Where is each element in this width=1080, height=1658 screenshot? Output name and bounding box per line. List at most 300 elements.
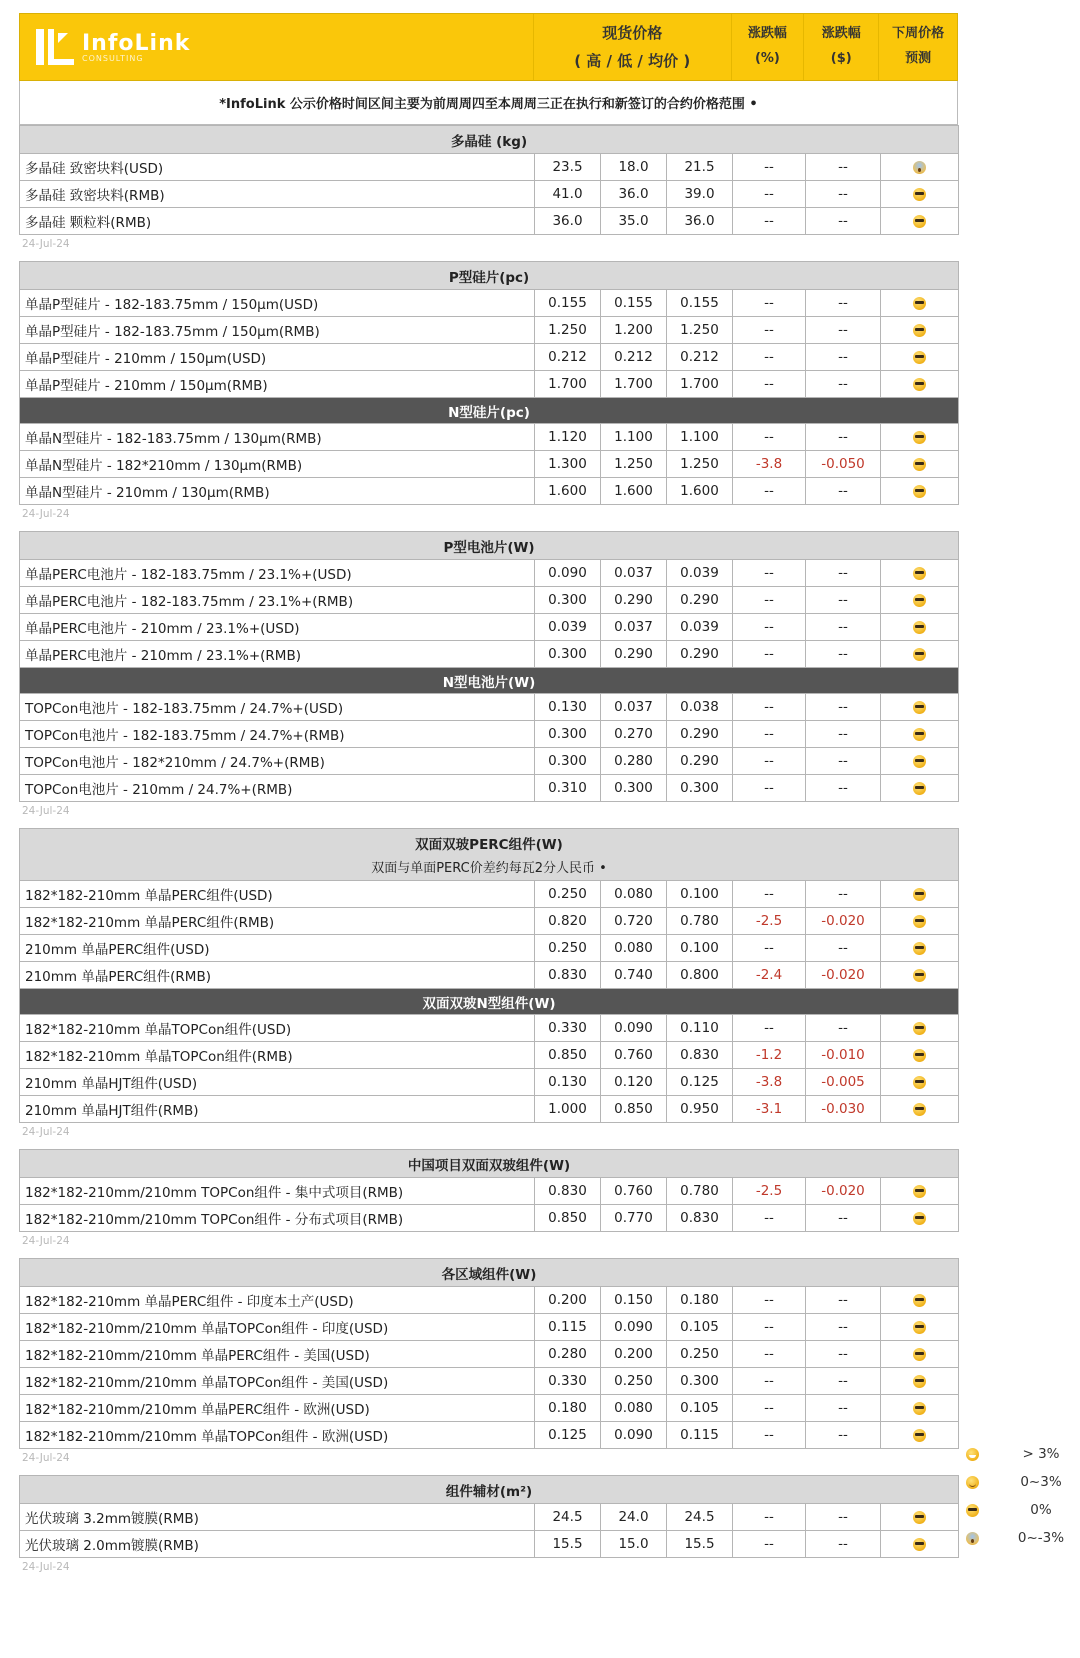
change-pct: -- [733,935,806,962]
price-low: 1.600 [601,478,667,505]
price-low: 0.770 [601,1205,667,1232]
table-row [20,560,959,587]
change-usd: -- [806,1531,881,1558]
section-title: 双面双玻PERC组件(W) [415,837,563,853]
change-usd: -- [806,881,881,908]
pricing-note: *InfoLink 公示价格时间区间主要为前周周四至本周周三正在执行和新签订的合约价格范围 • [19,81,958,125]
change-pct: -- [733,181,806,208]
cool-emoji-icon [913,378,926,391]
section-header [20,1476,959,1504]
change-usd: -0.050 [806,451,881,478]
price-low: 0.760 [601,1042,667,1069]
table-row [20,1341,959,1368]
price-avg: 0.039 [667,560,733,587]
product-name: 单晶PERC电池片 - 182-183.75mm / 23.1%+(USD) [20,560,535,587]
forecast-cell [881,1314,959,1341]
change-pct: -- [733,1314,806,1341]
date-stamp: 24-Jul-24 [22,238,70,250]
cool-emoji-icon [913,969,926,982]
product-name: TOPCon电池片 - 182-183.75mm / 24.7%+(USD) [20,694,535,721]
section-title: 多晶硅 (kg) [450,133,528,150]
forecast-cell [881,1368,959,1395]
price-low: 0.150 [601,1287,667,1314]
table-row [20,208,959,235]
price-high: 0.039 [535,614,601,641]
cool-emoji-icon [913,888,926,901]
change-pct: -- [733,560,806,587]
price-avg: 0.212 [667,344,733,371]
forecast-cell [881,1287,959,1314]
price-table [19,531,959,802]
price-low: 1.250 [601,451,667,478]
product-name: 182*182-210mm/210mm 单晶TOPCon组件 - 美国(USD) [20,1368,535,1395]
table-row [20,424,959,451]
price-avg: 0.800 [667,962,733,989]
cool-emoji-icon [913,431,926,444]
price-high: 0.115 [535,1314,601,1341]
forecast-cell [881,560,959,587]
price-avg: 0.110 [667,1015,733,1042]
price-table [19,828,959,1123]
price-high: 0.280 [535,1341,601,1368]
section-header [20,262,959,290]
product-name: 单晶PERC电池片 - 210mm / 23.1%+(USD) [20,614,535,641]
change-pct: -- [733,317,806,344]
cool-emoji-icon [913,1538,926,1551]
forecast-cell [881,181,959,208]
change-pct: -- [733,1395,806,1422]
price-low: 1.700 [601,371,667,398]
forecast-cell [881,1178,959,1205]
price-avg: 0.290 [667,748,733,775]
section-title: N型电池片(W) [442,674,536,691]
change-pct: -- [733,694,806,721]
change-pct: -- [733,775,806,802]
change-usd: -- [806,587,881,614]
cool-emoji-icon [913,1375,926,1388]
price-low: 0.290 [601,641,667,668]
cool-emoji-icon [913,1402,926,1415]
price-low: 0.080 [601,1395,667,1422]
table-row [20,721,959,748]
change-pct: -- [733,371,806,398]
price-high: 1.120 [535,424,601,451]
cool-emoji-icon [913,1321,926,1334]
price-high: 0.300 [535,587,601,614]
price-avg: 0.830 [667,1042,733,1069]
price-avg: 0.100 [667,935,733,962]
price-low: 0.280 [601,748,667,775]
product-name: 单晶P型硅片 - 210mm / 150µm(RMB) [20,371,535,398]
product-name: 单晶PERC电池片 - 182-183.75mm / 23.1%+(RMB) [20,587,535,614]
price-high: 0.850 [535,1205,601,1232]
price-table [19,1258,959,1449]
product-name: TOPCon电池片 - 210mm / 24.7%+(RMB) [20,775,535,802]
price-low: 18.0 [601,154,667,181]
change-usd: -- [806,1015,881,1042]
cool-emoji-icon [913,485,926,498]
table-row [20,1368,959,1395]
cool-emoji-icon [913,1294,926,1307]
change-usd: -0.005 [806,1069,881,1096]
forecast-cell [881,881,959,908]
change-usd: -- [806,1422,881,1449]
price-low: 0.037 [601,560,667,587]
table-header [19,13,958,81]
price-low: 0.720 [601,908,667,935]
price-low: 0.270 [601,721,667,748]
change-pct: -- [733,1368,806,1395]
table-row [20,181,959,208]
change-usd: -0.020 [806,962,881,989]
price-high: 0.212 [535,344,601,371]
section-title: P型硅片(pc) [448,269,530,286]
section-title: N型硅片(pc) [448,404,530,421]
product-name: 182*182-210mm/210mm 单晶PERC组件 - 美国(USD) [20,1341,535,1368]
product-name: TOPCon电池片 - 182*210mm / 24.7%+(RMB) [20,748,535,775]
price-avg: 1.100 [667,424,733,451]
forecast-legend [962,1440,1072,1552]
price-low: 0.212 [601,344,667,371]
product-name: 单晶P型硅片 - 182-183.75mm / 150µm(RMB) [20,317,535,344]
forecast-cell [881,1341,959,1368]
table-row [20,1395,959,1422]
price-low: 0.080 [601,935,667,962]
price-high: 1.300 [535,451,601,478]
product-name: 单晶P型硅片 - 182-183.75mm / 150µm(USD) [20,290,535,317]
product-name: 单晶PERC电池片 - 210mm / 23.1%+(RMB) [20,641,535,668]
table-row [20,1178,959,1205]
price-avg: 36.0 [667,208,733,235]
price-high: 0.155 [535,290,601,317]
cool-emoji-icon [913,1103,926,1116]
section-subtitle: 双面与单面PERC价差约每瓦2分人民币 • [371,861,607,876]
forecast-cell [881,208,959,235]
smile-emoji-icon [966,1476,979,1489]
product-name: 182*182-210mm 单晶TOPCon组件(USD) [20,1015,535,1042]
change-usd: -- [806,935,881,962]
price-low: 0.090 [601,1422,667,1449]
header-spot-price-sub: ( 高 / 低 / 均价 ) [574,52,691,70]
cool-emoji-icon [913,1185,926,1198]
date-stamp: 24-Jul-24 [22,1126,70,1138]
header-change-usd-title: 涨跌幅 [821,26,861,42]
change-usd: -- [806,721,881,748]
change-usd: -- [806,775,881,802]
price-low: 35.0 [601,208,667,235]
table-row [20,1422,959,1449]
cool-emoji-icon [913,621,926,634]
change-usd: -- [806,371,881,398]
cool-emoji-icon [913,567,926,580]
price-avg: 0.125 [667,1069,733,1096]
price-avg: 1.250 [667,451,733,478]
table-row [20,478,959,505]
cool-emoji-icon [913,324,926,337]
price-avg: 0.100 [667,881,733,908]
legend-label: > 3% [1022,1446,1060,1462]
legend-item [962,1468,1072,1496]
change-pct: -- [733,881,806,908]
change-pct: -- [733,424,806,451]
change-pct: -- [733,208,806,235]
product-name: 182*182-210mm/210mm 单晶PERC组件 - 欧洲(USD) [20,1395,535,1422]
cool-emoji-icon [913,648,926,661]
header-forecast [879,14,957,80]
forecast-cell [881,478,959,505]
product-name: 多晶硅 颗粒料(RMB) [20,208,535,235]
price-high: 0.180 [535,1395,601,1422]
header-forecast-sub: 预测 [905,51,932,66]
price-table [19,1475,959,1558]
legend-item [962,1496,1072,1524]
change-pct: -- [733,290,806,317]
change-pct: -- [733,1531,806,1558]
change-usd: -- [806,641,881,668]
cool-emoji-icon [913,215,926,228]
date-stamp: 24-Jul-24 [22,1561,70,1573]
price-avg: 0.105 [667,1395,733,1422]
forecast-cell [881,1015,959,1042]
price-avg: 15.5 [667,1531,733,1558]
product-name: 光伏玻璃 3.2mm镀膜(RMB) [20,1504,535,1531]
table-row [20,908,959,935]
table-row [20,1015,959,1042]
forecast-cell [881,371,959,398]
table-row [20,881,959,908]
infolink-logo-icon [36,29,76,65]
forecast-cell [881,1096,959,1123]
price-avg: 0.180 [667,1287,733,1314]
change-pct: -- [733,587,806,614]
cool-emoji-icon [913,728,926,741]
price-avg: 0.155 [667,290,733,317]
price-avg: 0.780 [667,1178,733,1205]
logo-name: InfoLink [82,31,191,56]
product-name: 210mm 单晶HJT组件(RMB) [20,1096,535,1123]
forecast-cell [881,721,959,748]
forecast-cell [881,451,959,478]
table-row [20,1504,959,1531]
change-pct: -- [733,614,806,641]
table-row [20,587,959,614]
forecast-cell [881,908,959,935]
price-table [19,261,959,505]
table-row [20,962,959,989]
change-pct: -- [733,1287,806,1314]
change-pct: -1.2 [733,1042,806,1069]
forecast-cell [881,1069,959,1096]
table-row [20,1287,959,1314]
section-title: 各区域组件(W) [441,1266,537,1283]
product-name: 182*182-210mm 单晶TOPCon组件(RMB) [20,1042,535,1069]
price-avg: 0.300 [667,775,733,802]
change-pct: -- [733,154,806,181]
price-low: 0.200 [601,1341,667,1368]
price-high: 1.700 [535,371,601,398]
cool-emoji-icon [913,1076,926,1089]
section-title: 中国项目双面双玻组件(W) [407,1157,571,1174]
change-usd: -- [806,1314,881,1341]
section-header [20,398,959,424]
section-title: 组件辅材(m²) [445,1483,533,1500]
price-avg: 24.5 [667,1504,733,1531]
change-pct: -- [733,478,806,505]
change-usd: -- [806,1504,881,1531]
table-row [20,1314,959,1341]
section-header [20,126,959,154]
date-stamp: 24-Jul-24 [22,508,70,520]
change-usd: -- [806,290,881,317]
price-low: 0.037 [601,694,667,721]
cool-emoji-icon [913,915,926,928]
change-usd: -- [806,478,881,505]
change-pct: -- [733,748,806,775]
price-avg: 0.290 [667,641,733,668]
cool-emoji-icon [913,297,926,310]
change-pct: -- [733,1504,806,1531]
product-name: 182*182-210mm/210mm TOPCon组件 - 分布式项目(RMB) [20,1205,535,1232]
price-high: 0.090 [535,560,601,587]
price-high: 0.820 [535,908,601,935]
price-high: 0.250 [535,881,601,908]
price-high: 1.250 [535,317,601,344]
logo [20,14,534,80]
product-name: 210mm 单晶PERC组件(RMB) [20,962,535,989]
product-name: 210mm 单晶PERC组件(USD) [20,935,535,962]
price-table [19,1149,959,1232]
table-row [20,317,959,344]
price-high: 23.5 [535,154,601,181]
price-low: 0.300 [601,775,667,802]
product-name: 单晶P型硅片 - 210mm / 150µm(USD) [20,344,535,371]
table-row [20,694,959,721]
price-low: 15.0 [601,1531,667,1558]
cool-emoji-icon [913,1022,926,1035]
product-name: 光伏玻璃 2.0mm镀膜(RMB) [20,1531,535,1558]
price-high: 1.600 [535,478,601,505]
forecast-cell [881,1422,959,1449]
product-name: 单晶N型硅片 - 210mm / 130µm(RMB) [20,478,535,505]
table-row [20,290,959,317]
header-spot-price-title: 现货价格 [602,23,663,42]
price-avg: 0.038 [667,694,733,721]
cool-emoji-icon [913,942,926,955]
scream-emoji-icon [913,161,926,174]
cool-emoji-icon [913,351,926,364]
header-change-pct-title: 涨跌幅 [747,26,787,42]
legend-label: 0~3% [1020,1474,1062,1490]
price-groups [19,125,958,1584]
section-header [20,1150,959,1178]
table-row [20,451,959,478]
change-usd: -- [806,424,881,451]
product-name: 单晶N型硅片 - 182*210mm / 130µm(RMB) [20,451,535,478]
header-change-pct-unit: (%) [754,51,780,66]
date-stamp: 24-Jul-24 [22,805,70,817]
price-high: 24.5 [535,1504,601,1531]
product-name: 182*182-210mm 单晶PERC组件(RMB) [20,908,535,935]
product-name: 182*182-210mm 单晶PERC组件 - 印度本土产(USD) [20,1287,535,1314]
change-usd: -- [806,181,881,208]
price-sheet [19,13,958,1584]
price-low: 0.090 [601,1314,667,1341]
price-high: 0.200 [535,1287,601,1314]
price-low: 0.120 [601,1069,667,1096]
change-usd: -- [806,694,881,721]
legend-item [962,1524,1072,1552]
change-pct: -2.4 [733,962,806,989]
product-name: 多晶硅 致密块料(RMB) [20,181,535,208]
forecast-cell [881,587,959,614]
table-row [20,1096,959,1123]
forecast-cell [881,962,959,989]
table-row [20,1205,959,1232]
price-low: 1.100 [601,424,667,451]
price-high: 0.130 [535,1069,601,1096]
table-row [20,371,959,398]
table-row [20,1531,959,1558]
change-pct: -3.8 [733,451,806,478]
cool-emoji-icon [913,1429,926,1442]
price-avg: 0.290 [667,721,733,748]
price-high: 41.0 [535,181,601,208]
price-avg: 0.830 [667,1205,733,1232]
change-usd: -0.030 [806,1096,881,1123]
forecast-cell [881,290,959,317]
forecast-cell [881,154,959,181]
section-header [20,668,959,694]
price-low: 0.090 [601,1015,667,1042]
forecast-cell [881,1504,959,1531]
price-low: 0.037 [601,614,667,641]
change-usd: -- [806,344,881,371]
table-row [20,344,959,371]
change-pct: -- [733,344,806,371]
scream-emoji-icon [966,1532,979,1545]
change-usd: -- [806,1287,881,1314]
header-change-pct [732,14,805,80]
product-name: 182*182-210mm/210mm TOPCon组件 - 集中式项目(RMB) [20,1178,535,1205]
forecast-cell [881,1395,959,1422]
change-pct: -- [733,1341,806,1368]
product-name: TOPCon电池片 - 182-183.75mm / 24.7%+(RMB) [20,721,535,748]
product-name: 多晶硅 致密块料(USD) [20,154,535,181]
change-usd: -- [806,748,881,775]
change-usd: -- [806,614,881,641]
forecast-cell [881,424,959,451]
price-avg: 39.0 [667,181,733,208]
product-name: 210mm 单晶HJT组件(USD) [20,1069,535,1096]
table-row [20,748,959,775]
table-row [20,154,959,181]
date-stamp: 24-Jul-24 [22,1452,70,1464]
table-row [20,1042,959,1069]
product-name: 单晶N型硅片 - 182-183.75mm / 130µm(RMB) [20,424,535,451]
price-high: 0.125 [535,1422,601,1449]
forecast-cell [881,775,959,802]
product-name: 182*182-210mm/210mm 单晶TOPCon组件 - 欧洲(USD) [20,1422,535,1449]
change-pct: -- [733,721,806,748]
change-pct: -- [733,1422,806,1449]
table-row [20,935,959,962]
header-change-usd-unit: ($) [830,51,852,66]
price-high: 0.330 [535,1368,601,1395]
cool-emoji-icon [913,782,926,795]
change-usd: -- [806,1395,881,1422]
price-avg: 0.780 [667,908,733,935]
price-high: 0.330 [535,1015,601,1042]
